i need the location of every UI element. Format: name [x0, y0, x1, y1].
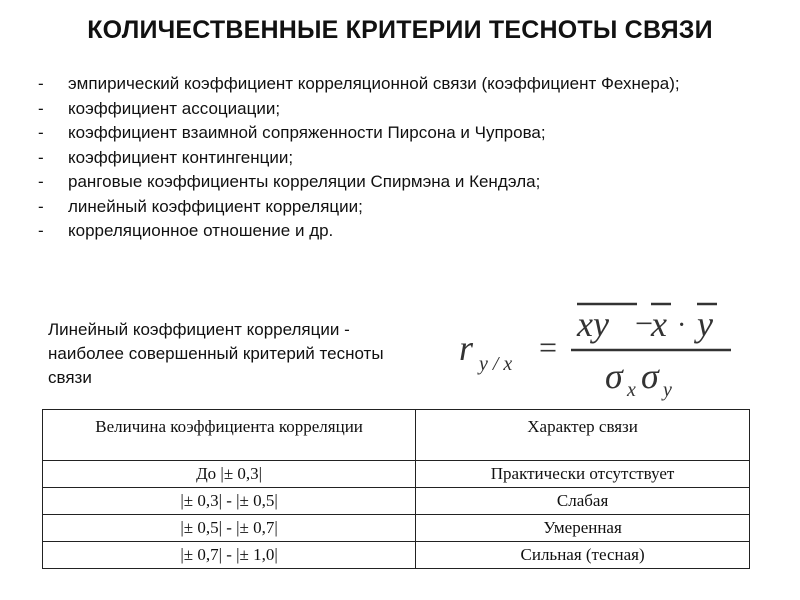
- table-header-cell: Величина коэффициента корреляции: [43, 410, 416, 461]
- formula-num-dot: ·: [677, 310, 687, 341]
- list-item-text: эмпирический коэффициент корреляционной связи (коэффициент Фехнера);: [68, 74, 680, 93]
- correlation-table: [42, 409, 750, 569]
- formula-num-y: y: [697, 304, 713, 344]
- list-item: [38, 72, 738, 97]
- list-item: [38, 219, 738, 244]
- list-bullet: -: [38, 74, 44, 93]
- formula-den-sub1: x: [627, 379, 636, 401]
- list-bullet: -: [38, 172, 44, 191]
- table-row: [43, 515, 750, 542]
- formula-graphic: [455, 292, 745, 404]
- formula-num-xy: xy: [577, 304, 609, 344]
- list-item-text: коэффициент ассоциации;: [68, 98, 281, 118]
- formula-num-x: x: [651, 304, 667, 344]
- table-cell: Слабая: [416, 488, 750, 515]
- formula-lhs-sub: y / x: [479, 353, 513, 375]
- formula-den-sigma2: σ: [641, 356, 659, 396]
- list-item: [38, 170, 738, 195]
- criteria-list: [38, 72, 738, 244]
- table-cell: |± 0,7| - |± 1,0|: [43, 542, 416, 569]
- formula-den-sigma1: σ: [605, 356, 623, 396]
- list-bullet: -: [38, 147, 44, 167]
- table-cell: |± 0,5| - |± 0,7|: [43, 515, 416, 542]
- intro-text: Линейный коэффициент корреляции - наиболее совершенный критерий тесноты связи: [48, 320, 384, 387]
- list-item-text: коэффициент взаимной сопряженности Пирсона и Чупрова;: [68, 123, 546, 142]
- list-item-text: линейный коэффициент корреляции;: [68, 196, 363, 216]
- formula-den-sub2: y: [663, 379, 672, 401]
- table-cell: Практически отсутствует: [416, 461, 750, 488]
- list-bullet: -: [38, 196, 44, 216]
- list-bullet: -: [38, 98, 44, 118]
- table-row: [43, 542, 750, 569]
- table-cell: |± 0,3| - |± 0,5|: [43, 488, 416, 515]
- list-item-text: корреляционное отношение и др.: [68, 221, 334, 240]
- page-title: КОЛИЧЕСТВЕННЫЕ КРИТЕРИИ ТЕСНОТЫ СВЯЗИ: [87, 16, 713, 44]
- list-item: [38, 146, 738, 171]
- table-header-cell: Характер связи: [416, 410, 750, 461]
- list-item-text: ранговые коэффициенты корреляции Спирмэна и Кендэла;: [68, 172, 541, 191]
- table-header-row: [43, 410, 750, 461]
- list-item: [38, 97, 738, 122]
- table-cell: Умеренная: [416, 515, 750, 542]
- formula-lhs: r: [459, 328, 474, 368]
- correlation-formula: [455, 292, 745, 404]
- list-bullet: -: [38, 221, 44, 240]
- list-item-text: коэффициент контингенции;: [68, 147, 294, 167]
- table-cell: Сильная (тесная): [416, 542, 750, 569]
- list-item: [38, 121, 738, 146]
- formula-num-minus: −: [635, 305, 654, 341]
- list-bullet: -: [38, 123, 44, 142]
- formula-equals: =: [539, 329, 558, 365]
- table-cell: До |± 0,3|: [43, 461, 416, 488]
- table-row: [43, 488, 750, 515]
- table-row: [43, 461, 750, 488]
- list-item: [38, 195, 738, 220]
